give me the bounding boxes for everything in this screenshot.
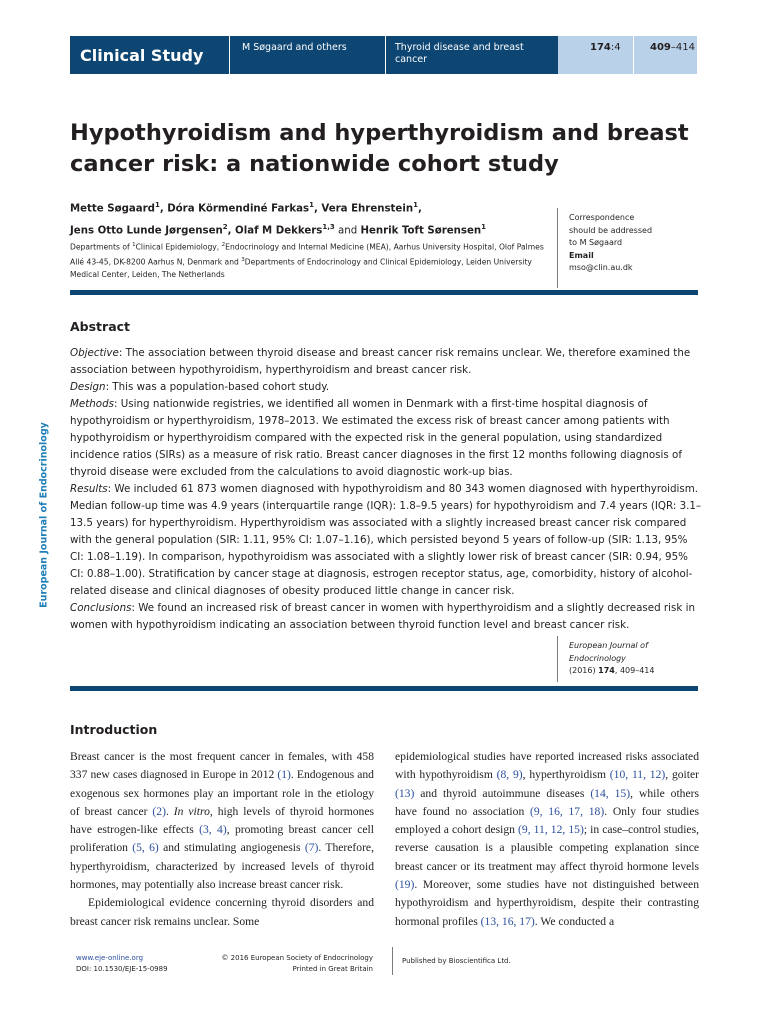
- reference-link[interactable]: (14, 15): [590, 786, 631, 800]
- reference-link[interactable]: (3, 4): [199, 823, 227, 837]
- abstract-body: Objective: The association between thyroid disease and breast cancer risk remains unclear. We, therefore examined the association between hypothyroidism, hyperthyroidism and breast cancer risk. Design: This was a population-based cohort study. Methods: Using nationwide registries, we identified all women in Denmark with a first-time hospital diagnosis of hypothyroidism or hyperthyroidism, 1978–2013. We estimated the excess risk of breast cancer among patients with hypothyroidism or hyperthyroidism compared with the expected risk in the general population, using standardized incidence ratios (SIRs) as a measure of risk ratio. Breast cancer diagnoses in the first 12 months following diagnosis of thyroid disease were excluded from the calculations to avoid diagnostic work-up bias. Results: We included 61 873 women diagnosed with hypothyroidism and 80 343 women diagnosed with hyperthyroidism. Median follow-up time was 4.9 years (interquartile range (IQR): 1.8–9.5 years) for hypothyroidism and 7.4 years (IQR: 3.1–13.5 years) for hyperthyroidism. Hyperthyroidism was associated with a slightly increased breast cancer risk compared with the general population (SIR: 1.11, 95% CI: 1.07–1.16), which persisted beyond 5 years of follow-up (SIR: 1.13, 95% CI: 1.08–1.19). In comparison, hypothyroidism was associated with a slightly lower risk of breast cancer (SIR: 0.94, 95% CI: 0.88–1.00). Stratification by cancer stage at diagnosis, estrogen receptor status, age, comorbidity, history of alcohol-related disease and clinical diagnoses of obesity produced little change in cancer risk. Conclusions: We found an increased risk of breast cancer in women with hyperthyroidism and a slightly decreased risk in women with hypothyroidism indicating an association between thyroid function level and breast cancer risk.: [70, 347, 702, 631]
- journal-side-label: European Journal of Endocrinology: [38, 422, 50, 608]
- section-rule: [70, 686, 698, 691]
- abstract-heading: Abstract: [70, 319, 131, 334]
- introduction-heading: Introduction: [70, 722, 158, 737]
- section-rule: [70, 290, 698, 295]
- article-title: Hypothyroidism and hyperthyroidism and breast cancer risk: a nationwide cohort study: [70, 120, 689, 177]
- author-list: Mette Søgaard$^1$, Dóra Körmendiné Farkas$^1$, Vera Ehrenstein$^1$, Jens Otto Lunde Jørgensen$^2$, Olaf M Dekkers$^{1,3}$ and Henrik Toft Sørensen$^1$: [70, 201, 487, 237]
- reference-link[interactable]: (19): [395, 878, 415, 892]
- header-divider: [229, 36, 230, 74]
- header-volume: 174:4: [590, 42, 621, 53]
- citation-divider: [557, 636, 558, 682]
- reference-link[interactable]: (2): [152, 804, 166, 818]
- reference-link[interactable]: (13): [395, 786, 415, 800]
- reference-link[interactable]: (1): [277, 768, 291, 782]
- reference-link[interactable]: (10, 11, 12): [609, 768, 666, 782]
- body-column-left: Breast cancer is the most frequent cancer in females, with 458 337 new cases diagnosed in Europe in 2012 (1). Endogenous and exogenous sex hormones play an important role in the etiology of breast cancer (2). In vitro, high levels of thyroid hormones have estrogen-like effects (3, 4), promoting breast cancer cell proliferation (5, 6) and stimulating angiogenesis (7). Therefore, hyperthyroidism, characterized by increased levels of thyroid hormones, may potentially also increase breast cancer risk. Epidemiological evidence concerning thyroid disorders and breast cancer risk remains unclear. Some: [70, 750, 375, 928]
- footer-divider: [392, 947, 393, 975]
- reference-link[interactable]: (7): [304, 841, 319, 855]
- reference-link[interactable]: (9, 11, 12, 15): [518, 823, 584, 837]
- body-column-right: epidemiological studies have reported increased risks associated with hypothyroidism (8, 9), hyperthyroidism (10, 11, 12), goiter (13) and thyroid autoimmune diseases (14, 15), while others have found no association (9, 16, 17, 18). Only four studies employed a cohort design (9, 11, 12, 15); in case–control studies, reverse causation is a plausible competing explanation since breast cancer or its treatment may affect thyroid hormone levels (19). Moreover, some studies have not distinguished between hypothyroidism and hyperthyroidism, despite their contrasting hormonal profiles (13, 16, 17). We conducted a: [395, 750, 700, 928]
- header-divider: [633, 36, 634, 74]
- header-pages: 409–414: [650, 42, 695, 53]
- correspondence-divider: [557, 208, 558, 288]
- citation-box: European Journal of Endocrinology (2016) 174, 409–414: [569, 641, 655, 675]
- email-link[interactable]: mso@clin.au.dk: [569, 263, 633, 272]
- doi: DOI: 10.1530/EJE-15-0989: [76, 965, 168, 973]
- journal-url[interactable]: www.eje-online.org: [76, 954, 144, 962]
- reference-link[interactable]: (5, 6): [132, 841, 159, 855]
- footer-copyright: © 2016 European Society of Endocrinology Printed in Great Britain: [221, 954, 373, 973]
- reference-link[interactable]: (13, 16, 17): [480, 914, 535, 928]
- footer-left: [76, 953, 168, 975]
- affiliations: Departments of $^1$Clinical Epidemiology, $^2$Endocrinology and Internal Medicine (MEA), Aarhus University Hospital, Olof Palmes Allé 43-45, DK-8200 Aarhus N, Denmark and $^3$Departments of Endocrinology and Clinical Epidemiology, Leiden University Medical Center, Leiden, The Netherlands: [70, 242, 544, 280]
- correspondence-box: Correspondence should be addressed to M Søgaard Email mso@clin.au.dk: [569, 212, 689, 275]
- reference-link[interactable]: (8, 9): [496, 768, 523, 782]
- footer-publisher: Published by Bioscientifica Ltd.: [402, 957, 511, 965]
- header-topic: Thyroid disease and breast cancer: [395, 42, 524, 65]
- section-label: Clinical Study: [80, 46, 204, 65]
- reference-link[interactable]: (9, 16, 17, 18): [529, 804, 605, 818]
- header-divider: [385, 36, 386, 74]
- header-authors: M Søgaard and others: [242, 42, 347, 53]
